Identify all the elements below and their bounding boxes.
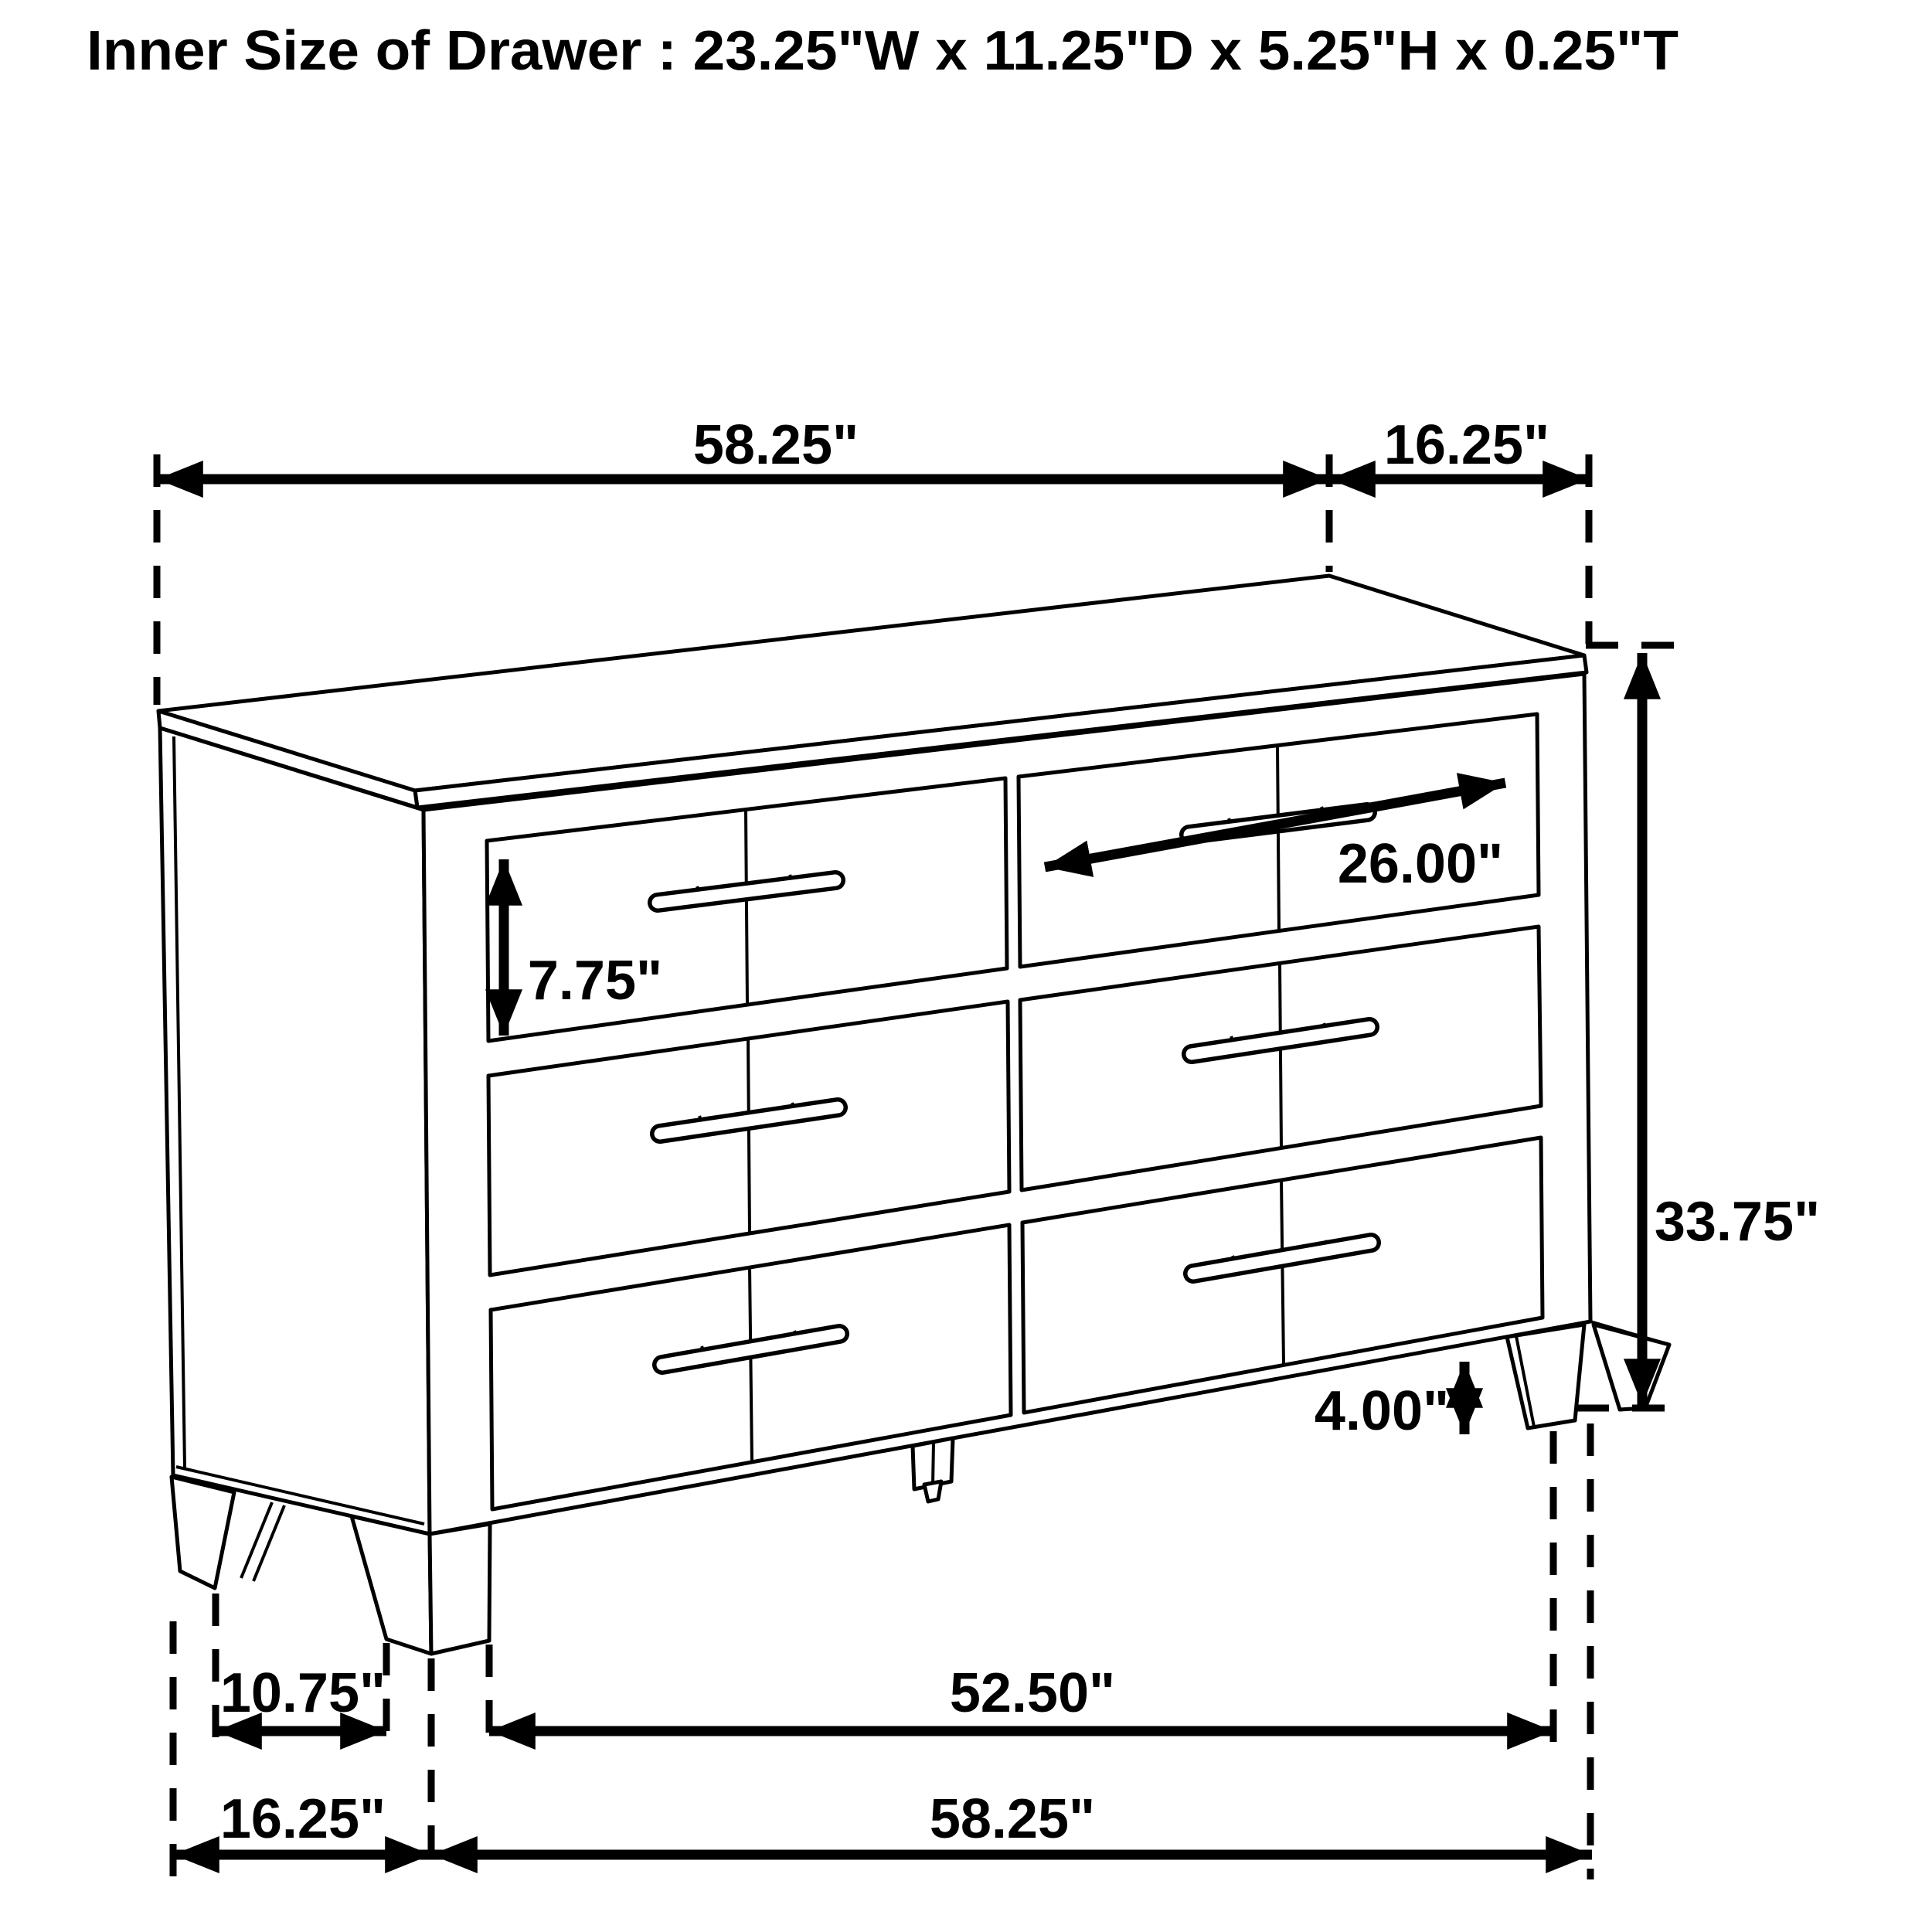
drawer-seam (748, 1039, 750, 1233)
side-panel (160, 728, 430, 1534)
dimension-label: 7.75" (527, 950, 663, 1012)
dimension-label: 4.00" (1314, 1380, 1450, 1442)
leg-front-left-side-face (352, 1516, 431, 1654)
dimension-label: 16.25" (219, 1788, 386, 1850)
leg-back-left-strut-detail (241, 1502, 272, 1578)
dimension-leg-span-width (489, 1662, 1553, 1731)
center-support-foot (924, 1481, 941, 1502)
dimension-overall-height (1642, 653, 1820, 1405)
leg-back-right (1594, 1325, 1669, 1410)
dimension-base-depth (173, 1788, 431, 1855)
leg-front-left-front-face (430, 1524, 490, 1654)
dimension-leg-height (1315, 1362, 1464, 1442)
drawer-seam (1280, 963, 1281, 1148)
drawer-seam (1277, 746, 1279, 930)
dimension-top-depth (1329, 414, 1589, 479)
leg-back-left-strut-detail (253, 1505, 284, 1581)
dimension-label: 33.75" (1654, 1191, 1821, 1253)
dimension-label: 58.25" (929, 1788, 1096, 1850)
dimension-label: 52.50" (949, 1662, 1116, 1724)
leg-back-left (172, 1477, 234, 1588)
diagram-title: Inner Size of Drawer : 23.25"W x 11.25"D x 5.25"H x 0.25"T (87, 20, 1679, 82)
dimension-label: 26.00" (1337, 833, 1504, 895)
dimension-top-width (157, 414, 1329, 479)
dimension-label: 58.25" (692, 414, 859, 476)
dresser-drawing (158, 576, 1669, 1654)
dimension-label: 10.75" (219, 1662, 386, 1724)
center-support-leg-detail (933, 1442, 934, 1485)
drawer-seam (746, 810, 747, 1005)
dimension-leg-gap-depth (216, 1662, 386, 1731)
dimension-base-width (431, 1788, 1592, 1855)
dimension-label: 16.25" (1383, 414, 1550, 476)
